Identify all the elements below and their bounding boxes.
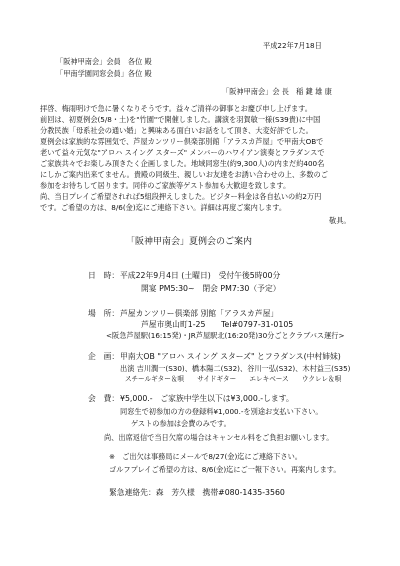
sender-name: 「阪神甲南会」会 長 稲 鍵 雄 康 [222,87,332,96]
emergency-contact: 緊急連絡先：森 芳久様 携帯#080-1435-3560 [109,488,285,497]
datetime-label: 日 時： [88,271,120,280]
body-line-2: 前回は、初夏例会(5/8・土)を"竹園"で開催しました。講演を羽賀敏一様(S39貴)に中国 [40,115,321,124]
fee-line-2: 同窓生で初参加の方の登録料¥1,000.-を別途お支払い下さい。 [120,407,323,416]
body-line-4: 夏例会は家族的な雰囲気で、芦屋カンツリー倶楽部別館「アラスカ芦屋」で甲南大OBで [40,137,324,146]
program-label: 企 画： [88,352,120,361]
program-line-1: 甲南大OB "アロハ スイング スターズ" とフラダンス(中村姉妹) [120,352,341,361]
fee-line-4: 尚、出席返信で当日欠席の場合はキャンセル料をご負担お願いします。 [104,433,334,442]
body-line-6: ご家族共々でお楽しみ頂きたく企画しました。地域同窓生(約9,300人)の内まだ約400名 [40,159,325,168]
place-line-2: 芦屋市奥山町1-25 Tel#0797-31-0105 [141,320,294,329]
letter-date: 平成22年7月18日 [263,41,322,50]
fee-label: 会 費： [88,394,120,403]
body-line-1: 拝啓、梅雨明けで急に暑くなりそうです。益々ご清祥の御事とお慶び申し上げます。 [40,104,312,113]
body-line-5: 老いて益々元気な"アロハ スイング スターズ" メンバーのハワイアン演奏とフラダンスで [40,148,325,157]
place-line-1: 芦屋カンツリー倶楽部 別館「アラスカ芦屋」 [120,309,279,318]
body-line-7: にしかご案内出来てません。貴殿の同級生、親しいお友達をお誘い合わせの上、多数のご [40,170,328,179]
datetime-line-2: 開宴 PM5:30~ 閉会 PM7:30（予定） [141,284,281,293]
body-line-10: です。ご希望の方は、8/6(金)迄にご連絡下さい。詳細は再度ご案内します。 [40,203,287,212]
place-line-3: <阪急芦屋駅(16:15発)・JR芦屋駅北(16:20発)30分ごとクラブバス運行> [106,331,345,340]
program-line-2: 出演 吉川潤一(S30)、橋本陽二(S32)、谷川一弘(S32)、木村益三(S35) [120,364,351,373]
body-line-3: 分教民族「母系社会の通い婚」と興味ある面白いお話をして頂き、大変好評でした。 [40,126,313,135]
fee-line-1: ¥5,000.- ご家族中学生以下は¥3,000.-します。 [120,394,294,403]
rsvp-line: ※ ご出欠は事務局にメールで8/27(金)迄にご連絡下さい。 [109,452,302,461]
notice-title: 「阪神甲南会」夏例会のご案内 [126,237,253,247]
place-label: 場 所： [88,309,120,318]
body-line-9: 尚、当日プレイご希望されれば5組段押えしました。ビジター料金は各自払いの約2万円 [40,192,322,201]
addressee-members: 「阪神甲南会」会員 各位 殿 [56,57,152,66]
addressee-alumni: 「甲南学園同窓会員」各位 殿 [56,69,152,78]
program-line-3: スチールギター＆唄 サイドギター エレキベース ウクレレ＆唄 [125,375,342,383]
body-line-8: 参加をお待ちして居ります。同伴のご家族等ゲスト参加も大歓迎を致します。 [40,181,291,190]
closing-remark: 敬具。 [329,216,351,225]
golf-line: ゴルフプレイご希望の方は、8/6(金)迄にご一報下さい。再案内します。 [109,465,341,474]
datetime-line-1: 平成22年9月4日 (土曜日) 受付午後5時00分 [120,271,281,280]
fee-line-3: ゲストの参加は会費のみです。 [131,419,231,428]
